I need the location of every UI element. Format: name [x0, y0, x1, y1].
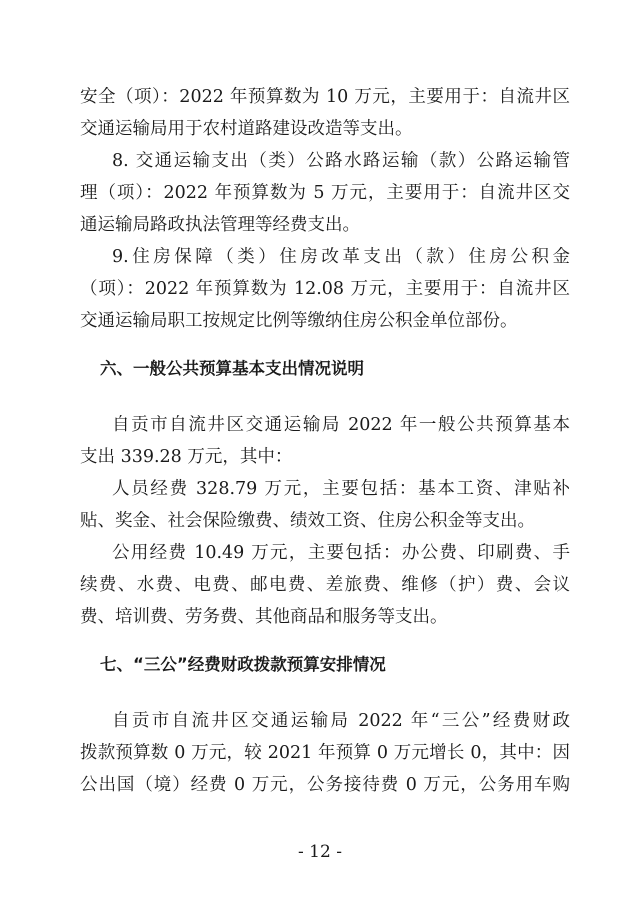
body-line: 续费、水费、电费、邮电费、差旅费、维修（护）费、会议: [80, 575, 570, 595]
section-heading: 七、“三公”经费财政拨款预算安排情况: [100, 655, 386, 674]
body-line: 交通运输局用于农村道路建设改造等支出。: [80, 119, 413, 139]
body-line: 安全（项）：2022 年预算数为 10 万元，主要用于：自流井区: [80, 87, 570, 107]
body-line: 拨款预算数 0 万元，较 2021 年预算 0 万元增长 0，其中：因: [80, 743, 570, 763]
body-line: 理（项）：2022 年预算数为 5 万元，主要用于：自流井区交: [80, 183, 570, 203]
section-heading: 六、一般公共预算基本支出情况说明: [100, 359, 364, 378]
body-line: 9.住房保障（类）住房改革支出（款）住房公积金: [112, 247, 570, 267]
body-line: （项）：2022 年预算数为 12.08 万元，主要用于：自流井区: [80, 279, 570, 299]
page-number: - 12 -: [298, 842, 342, 862]
body-line: 费、培训费、劳务费、其他商品和服务等支出。: [80, 607, 448, 627]
body-line: 自贡市自流井区交通运输局 2022 年“三公”经费财政: [112, 711, 570, 731]
body-line: 支出 339.28 万元，其中：: [80, 447, 293, 467]
body-line: 人员经费 328.79 万元，主要包括：基本工资、津贴补: [112, 479, 570, 499]
body-line: 8. 交通运输支出（类）公路水路运输（款）公路运输管: [112, 151, 570, 171]
body-line: 公出国（境）经费 0 万元，公务接待费 0 万元，公务用车购: [80, 775, 570, 795]
body-line: 公用经费 10.49 万元，主要包括：办公费、印刷费、手: [112, 543, 570, 563]
body-line: 交通运输局职工按规定比例等缴纳住房公积金单位部份。: [80, 311, 518, 331]
body-line: 通运输局路政执法管理等经费支出。: [80, 215, 360, 235]
body-line: 贴、奖金、社会保险缴费、绩效工资、住房公积金等支出。: [80, 511, 535, 531]
body-line: 自贡市自流井区交通运输局 2022 年一般公共预算基本: [112, 415, 570, 435]
